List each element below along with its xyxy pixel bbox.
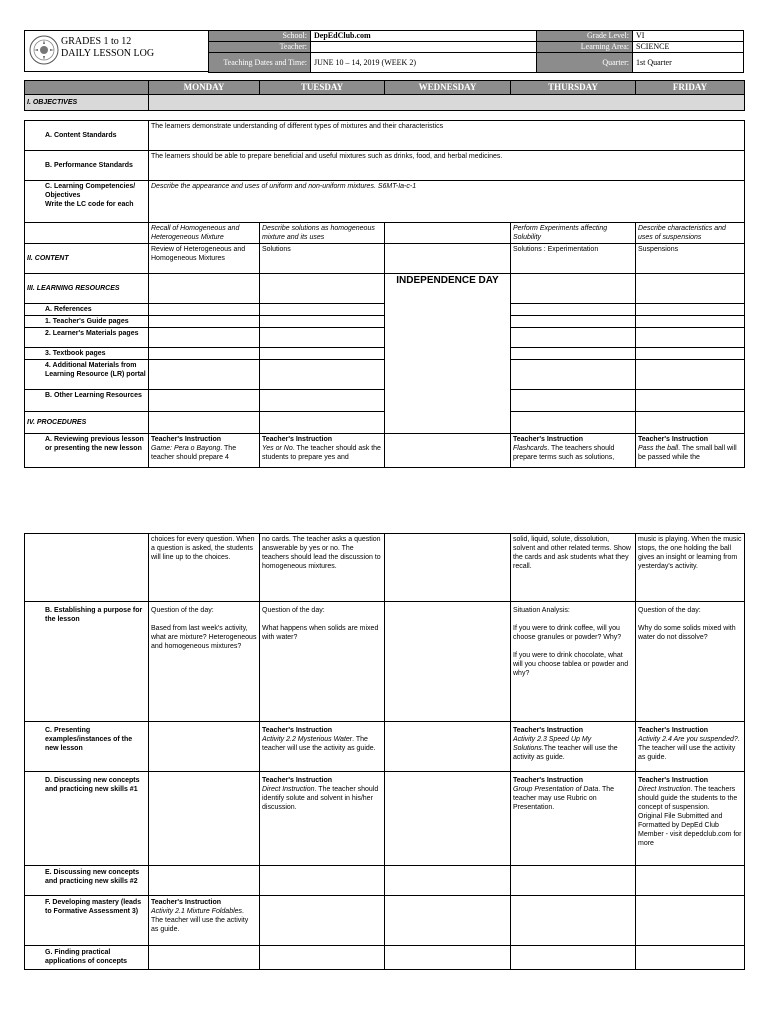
area-label: Learning Area:	[537, 42, 633, 53]
presenting-tuesday	[260, 722, 385, 772]
reviewing-monday	[149, 434, 260, 468]
competencies-text: Describe the appearance and uses of uniform and non-uniform mixtures. S6MT-Ia-c-1	[149, 181, 745, 223]
activity-text: . The teachers should prepare terms such as solutions,	[513, 445, 615, 461]
instruction-heading: Teacher's Instruction	[262, 777, 332, 784]
area-value: SCIENCE	[633, 42, 744, 53]
activity-name: Activity 2.2 Mysterious Water	[262, 736, 353, 743]
objective-monday: Recall of Homogeneous and Heterogeneous Mixture	[149, 223, 260, 244]
content-standards-text: The learners demonstrate understanding of different types of mixtures and their characteristics	[149, 121, 745, 151]
day-header-monday: MONDAY	[149, 81, 260, 95]
activity-text: . The small ball will be passed while the	[638, 445, 737, 461]
day-header-thursday: THURSDAY	[511, 81, 636, 95]
instruction-heading: Teacher's Instruction	[638, 727, 708, 734]
mastery-monday	[149, 896, 260, 946]
activity-name: Activity 2.3 Speed Up My Solutions.	[513, 736, 592, 752]
day-header-tuesday: TUESDAY	[260, 81, 385, 95]
activity-text: . The teacher should prepare 4	[151, 445, 237, 461]
title-line-1: GRADES 1 to 12	[61, 36, 132, 47]
performance-standards-label: B. Performance Standards	[25, 151, 149, 181]
lesson-table-page1	[24, 80, 745, 468]
objective-thursday: Perform Experiments affecting Solubility	[511, 223, 636, 244]
purpose-monday: Question of the day: Based from last week's activity, what are mixture? Heterogeneous and homogeneous mixtures?	[149, 602, 260, 722]
presenting-examples-label: C. Presenting examples/instances of the new lesson	[25, 722, 149, 772]
activity-text: . The teacher will use the activity as guide.	[151, 908, 249, 933]
instruction-heading: Teacher's Instruction	[513, 777, 583, 784]
instruction-heading: Teacher's Instruction	[262, 436, 332, 443]
title-line-2: DAILY LESSON LOG	[61, 48, 155, 59]
discussing-concepts-2-label: E. Discussing new concepts and practicing new skills #2	[25, 866, 149, 896]
reviewing-tuesday-cont: no cards. The teacher asks a question answerable by yes or no. The teachers should lead the discussion to homogeneous mixtures.	[260, 534, 385, 602]
reviewing-friday	[636, 434, 745, 468]
purpose-tuesday: Question of the day: What happens when solids are mixed with water?	[260, 602, 385, 722]
grade-label: Grade Level:	[537, 31, 633, 42]
other-resources-label: B. Other Learning Resources	[25, 390, 149, 412]
dates-label: Teaching Dates and Time:	[209, 53, 311, 73]
activity-text: . The teacher should ask the students to prepare yes and	[262, 445, 381, 461]
content-friday: Suspensions	[636, 244, 745, 274]
purpose-thursday: Situation Analysis: If you were to drink coffee, will you choose granules or powder? Why? If you were to drink chocolate, what will you choose tablea or powder and why?	[511, 602, 636, 722]
activity-name: Flashcards	[513, 445, 548, 452]
reviewing-monday-cont: choices for every question. When a question is asked, the students will line up to the choices.	[149, 534, 260, 602]
reviewing-lesson-label: A. Reviewing previous lesson or presenting the new lesson	[25, 434, 149, 468]
reviewing-thursday-cont: solid, liquid, solute, dissolution, solvent and other related terms. Show the cards and ask students what they recall.	[511, 534, 636, 602]
additional-materials-label: 4. Additional Materials from Learning Resource (LR) portal	[25, 360, 149, 390]
day-header-wednesday: WEDNESDAY	[385, 81, 511, 95]
grade-value: VI	[633, 31, 744, 42]
learners-materials-label: 2. Learner's Materials pages	[25, 328, 149, 348]
activity-name: Direct Instruction	[262, 786, 315, 793]
content-monday: Review of Heterogeneous and Homogeneous Mixtures	[149, 244, 260, 274]
activity-name: Activity 2.1 Mixture Foldables	[151, 908, 243, 915]
textbook-pages-label: 3. Textbook pages	[25, 348, 149, 360]
activity-text: . The teacher will use the activity as guide.	[262, 736, 376, 752]
day-header-blank	[25, 81, 149, 95]
presenting-thursday	[511, 722, 636, 772]
instruction-heading: Teacher's Instruction	[513, 436, 583, 443]
discussing-concepts-1-label: D. Discussing new concepts and practicing new skills #1	[25, 772, 149, 866]
competencies-label: C. Learning Competencies/ Objectives Write the LC code for each	[25, 181, 149, 223]
performance-standards-text: The learners should be able to prepare beneficial and useful mixtures such as drinks, food, and herbal medicines.	[149, 151, 745, 181]
teacher-value	[311, 42, 537, 53]
purpose-friday: Question of the day: Why do some solids mixed with water do not dissolve?	[636, 602, 745, 722]
reviewing-tuesday	[260, 434, 385, 468]
activity-name: Pass the ball	[638, 445, 679, 452]
presenting-friday	[636, 722, 745, 772]
quarter-label: Quarter:	[537, 53, 633, 73]
objective-friday: Describe characteristics and uses of suspensions	[636, 223, 745, 244]
instruction-heading: Teacher's Instruction	[262, 727, 332, 734]
activity-name: Direct Instruction	[638, 786, 691, 793]
instruction-heading: Teacher's Instruction	[638, 436, 708, 443]
discussing-tuesday	[260, 772, 385, 866]
content-standards-label: A. Content Standards	[25, 121, 149, 151]
instruction-heading: Teacher's Instruction	[151, 436, 221, 443]
section-content: II. CONTENT	[25, 244, 149, 274]
quarter-value: 1st Quarter	[633, 53, 744, 73]
section-objectives: I. OBJECTIVES	[25, 95, 149, 111]
header-info-table	[208, 30, 744, 73]
instruction-heading: Teacher's Instruction	[638, 777, 708, 784]
practical-applications-label: G. Finding practical applications of concepts	[25, 946, 149, 970]
activity-text: . The teacher should identify solute and solvent in his/her discussion.	[262, 786, 379, 811]
teachers-guide-label: 1. Teacher's Guide pages	[25, 316, 149, 328]
independence-day-label: INDEPENDENCE DAY	[385, 274, 511, 434]
header-title-box	[24, 30, 210, 72]
activity-name: Group Presentation of Data	[513, 786, 599, 793]
instruction-heading: Teacher's Instruction	[151, 899, 221, 906]
school-label: School:	[209, 31, 311, 42]
activity-name: Game: Pera o Bayong	[151, 445, 221, 452]
references-label: A. References	[25, 304, 149, 316]
reviewing-thursday	[511, 434, 636, 468]
section-learning-resources: III. LEARNING RESOURCES	[25, 274, 149, 304]
teacher-label: Teacher:	[209, 42, 311, 53]
activity-text: . The teacher will use the activity as guide.	[638, 736, 740, 761]
developing-mastery-label: F. Developing mastery (leads to Formative Assessment 3)	[25, 896, 149, 946]
establishing-purpose-label: B. Establishing a purpose for the lesson	[25, 602, 149, 722]
activity-text: The teacher will use the activity as guide.	[513, 745, 618, 761]
dates-value: JUNE 10 – 14, 2019 (WEEK 2)	[311, 53, 537, 73]
day-header-friday: FRIDAY	[636, 81, 745, 95]
lesson-table-page2	[24, 533, 745, 970]
reviewing-friday-cont: music is playing. When the music stops, the one holding the ball gives an insight or learning from yesterday's activity.	[636, 534, 745, 602]
discussing-thursday	[511, 772, 636, 866]
discussing-friday	[636, 772, 745, 866]
activity-text: . The teacher may use Rubric on Presentation.	[513, 786, 615, 811]
activity-name: Activity 2.4 Are you suspended?	[638, 736, 738, 743]
activity-text: . The teachers should guide the students to the concept of suspension. Original File Submitted and Formatted by DepEd Club Member - visit depedclub.com for more	[638, 786, 742, 847]
section-procedures: IV. PROCEDURES	[25, 412, 149, 434]
deped-seal-icon	[29, 35, 59, 65]
objective-tuesday: Describe solutions as homogeneous mixture and its uses	[260, 223, 385, 244]
content-tuesday: Solutions	[260, 244, 385, 274]
content-thursday: Solutions : Experimentation	[511, 244, 636, 274]
instruction-heading: Teacher's Instruction	[513, 727, 583, 734]
activity-name: Yes or No	[262, 445, 293, 452]
school-value: DepEdClub.com	[311, 31, 537, 42]
